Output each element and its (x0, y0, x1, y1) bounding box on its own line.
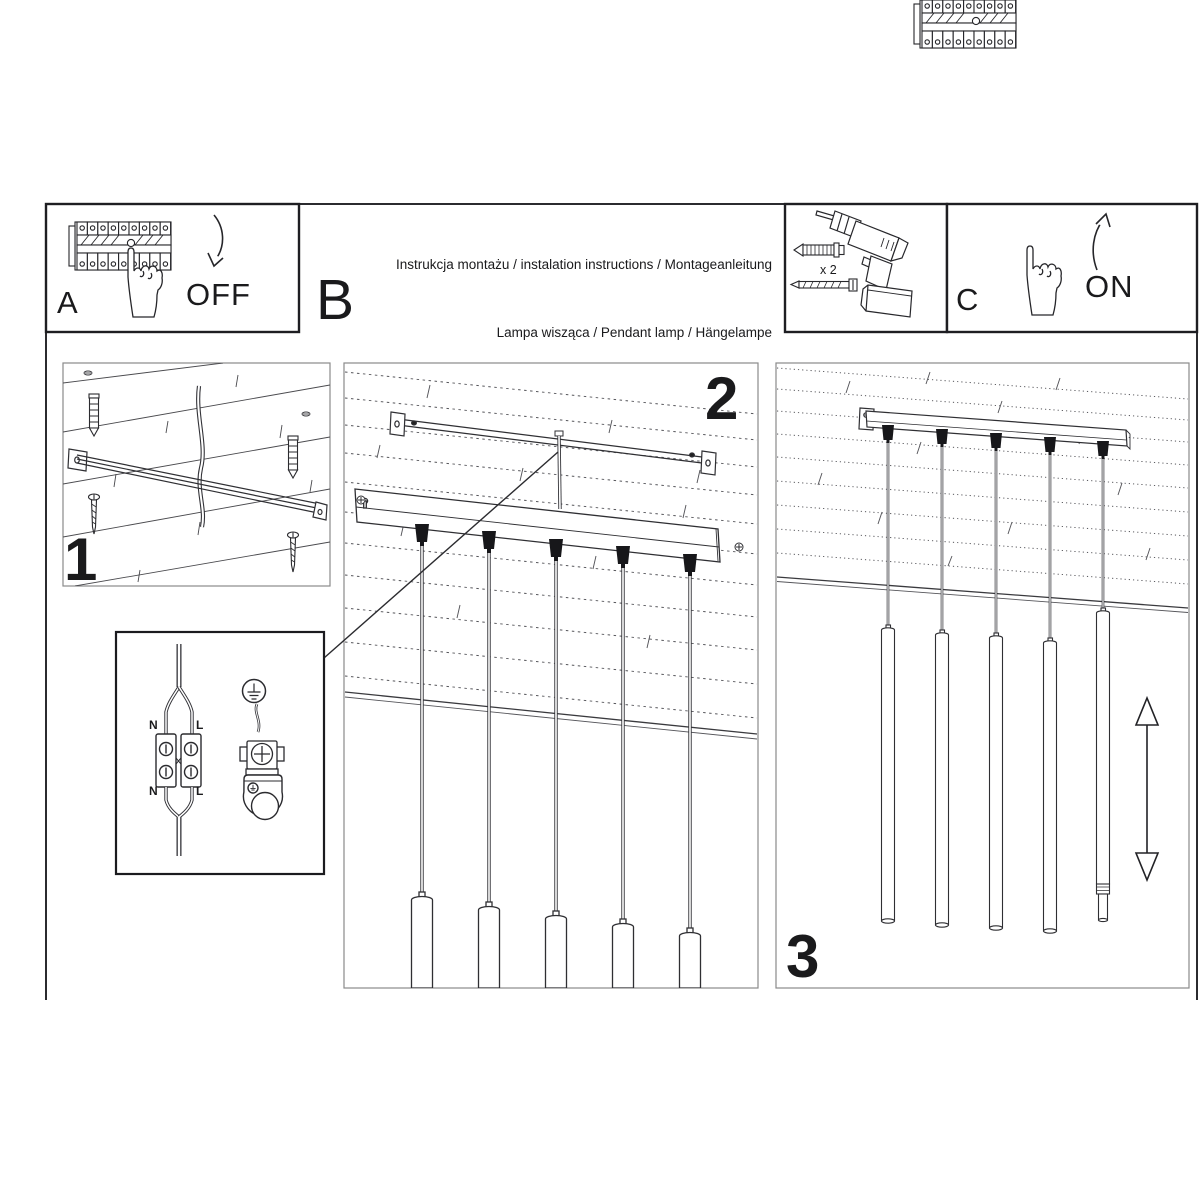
wire-label-n-top: N (149, 718, 158, 732)
wire-label-l-top: L (196, 718, 204, 732)
power-off-state: OFF (186, 277, 251, 312)
anchor-quantity-label: x 2 (820, 263, 837, 277)
circuit-breaker-icon (69, 222, 171, 270)
step-number-3: 3 (786, 923, 820, 990)
circuit-breaker-icon (914, 0, 1016, 48)
title-line-1: Instrukcja montażu / instalation instructions / Montageanleitung (396, 257, 772, 272)
step3-panel (776, 363, 1189, 988)
power-off-letter: A (57, 285, 78, 320)
sheet-title (396, 209, 772, 367)
tools-box (785, 204, 947, 332)
title-line-2: Lampa wisząca / Pendant lamp / Hängelampe (496, 324, 772, 340)
ground-symbol-icon (243, 680, 266, 703)
power-on-state: ON (1085, 269, 1134, 304)
step1-panel (63, 363, 330, 586)
wire-label-l-bottom: L (196, 784, 204, 798)
step2-panel (344, 363, 758, 988)
wiring-detail-box (116, 632, 324, 874)
step-number-2: 2 (705, 365, 739, 432)
gu10-bulb-icon (1097, 884, 1110, 922)
cable-clamp-icon (240, 741, 284, 775)
power-off-box (46, 204, 299, 332)
power-on-letter: C (956, 282, 979, 317)
step-number-1: 1 (64, 526, 98, 593)
section-b-label: B (316, 268, 355, 332)
wall-plug-icon (794, 243, 844, 257)
wire-label-n-bottom: N (149, 784, 158, 798)
